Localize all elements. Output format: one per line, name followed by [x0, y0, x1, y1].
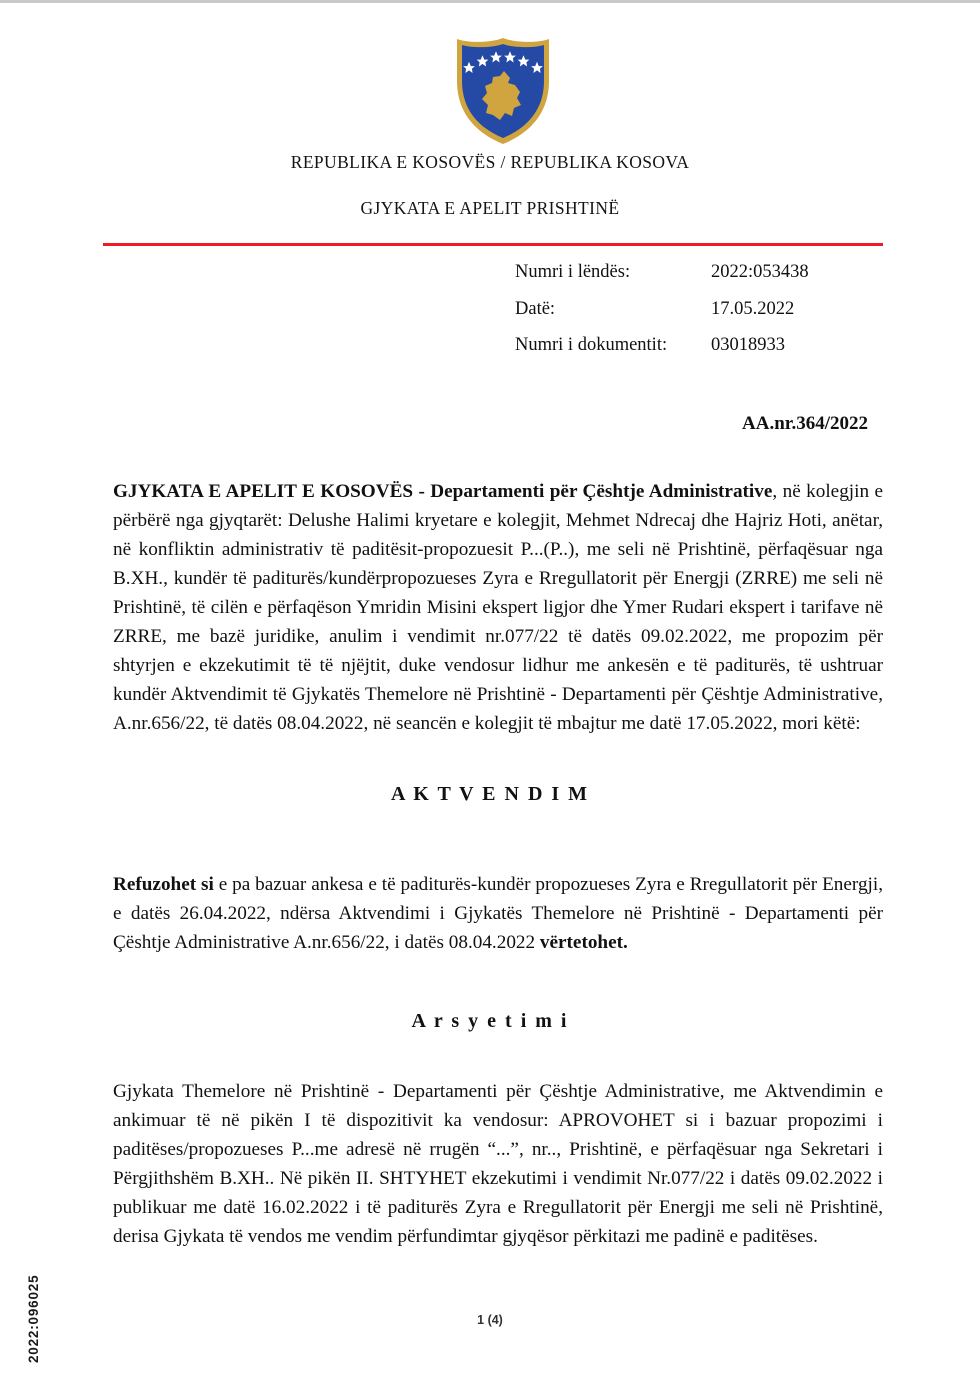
vertical-document-code: 2022:096025 [26, 1274, 41, 1363]
meta-value: 2022:053438 [711, 262, 809, 282]
decision-text: e pa bazuar ankesa e të paditurës-kundër propozueses Zyra e Rregullatorit për Energji, e datës 26.04.2022, ndërsa Aktvendimi i Gjykatës Themelore në Prishtinë - Departamenti për Çështje Administrative A.nr.656/22, i datës 08.04.2022 [113, 874, 883, 953]
reasoning-heading: A r s y e t i m i [411, 1010, 569, 1032]
meta-row-date [515, 299, 809, 336]
meta-label: Numri i dokumentit: [515, 335, 668, 355]
intro-text: , në kolegjin e përbërë nga gjyqtarët: Delushe Halimi kryetare e kolegjit, Mehmet Ndrecaj dhe Hajriz Hoti, anëtar, në konfliktin administrativ të paditësit-propozuesit P...(P..), me seli në Prishtinë, përfaqësuar nga B.XH., kundër të paditurës/kundërpropozueses Zyra e Rregullatorit për Energji (ZRRE) me seli në Prishtinë, të cilën e përfaqëson Ymridin Misini ekspert ligjor dhe Ymer Rudari ekspert i tarifave në ZRRE, me bazë juridike, anulim i vendimit nr.077/22 të datës 09.02.2022, me propozim për shtyrjen e ekzekutimit të të njëjtit, duke vendosur lidhur me ankesën e të paditurës, të ushtruar kundër Aktvendimit të Gjykatës Themelore në Prishtinë - Departamenti për Çështje Administrative, A.nr.656/22, të datës 08.04.2022, në seancën e kolegjit të mbajtur me datë 17.05.2022, mori këtë: [113, 481, 884, 734]
appeal-case-number: AA.nr.364/2022 [742, 413, 868, 434]
viewer-top-edge [0, 0, 980, 3]
decision-lead-bold: Refuzohet si [113, 874, 214, 895]
meta-label: Numri i lëndës: [515, 262, 631, 282]
case-metadata [515, 262, 809, 372]
meta-value: 17.05.2022 [711, 298, 795, 319]
meta-label: Datë: [515, 298, 556, 319]
intro-paragraph [113, 477, 883, 738]
republic-title: REPUBLIKA E KOSOVËS / REPUBLIKA KOSOVA [290, 152, 690, 172]
kosovo-coat-of-arms-icon [455, 37, 551, 144]
reasoning-text: Gjykata Themelore në Prishtinë - Departamenti për Çështje Administrative, me Aktvendimin e ankimuar të në pikën I të dispozitivit ka vendosur: APROVOHET si i bazuar propozimi i paditëses/propozueses P...me adresë në rrugën “...”, nr.., Prishtinë, e përfaqësuar nga Sekretari i Përgjithshëm B.XH.. Në pikën II. SHTYHET ekzekutimi i vendimit Nr.077/22 i datës 09.02.2022 i publikuar me datë 16.02.2022 i të paditurës Zyra e Rregullatorit për Energji me seli në Prishtinë, derisa Gjykata të vendos me vendim përfundimtar gjyqësor përkitazi me padinë e paditëses. [113, 1081, 883, 1247]
page-number: 1 (4) [477, 1313, 503, 1327]
court-department-bold: GJYKATA E APELIT E KOSOVËS - Departamenti për Çështje Administrative [113, 481, 773, 502]
decision-tail-bold: vërtetohet. [539, 932, 628, 953]
meta-row-document-number [515, 335, 809, 372]
reasoning-paragraph [113, 1077, 883, 1251]
decision-heading: A K T V E N D I M [390, 783, 590, 805]
red-divider-line [103, 243, 883, 246]
court-title: GJYKATA E APELIT PRISHTINË [360, 198, 620, 218]
meta-row-case-number [515, 262, 809, 299]
decision-paragraph [113, 870, 883, 957]
meta-value: 03018933 [711, 335, 785, 355]
